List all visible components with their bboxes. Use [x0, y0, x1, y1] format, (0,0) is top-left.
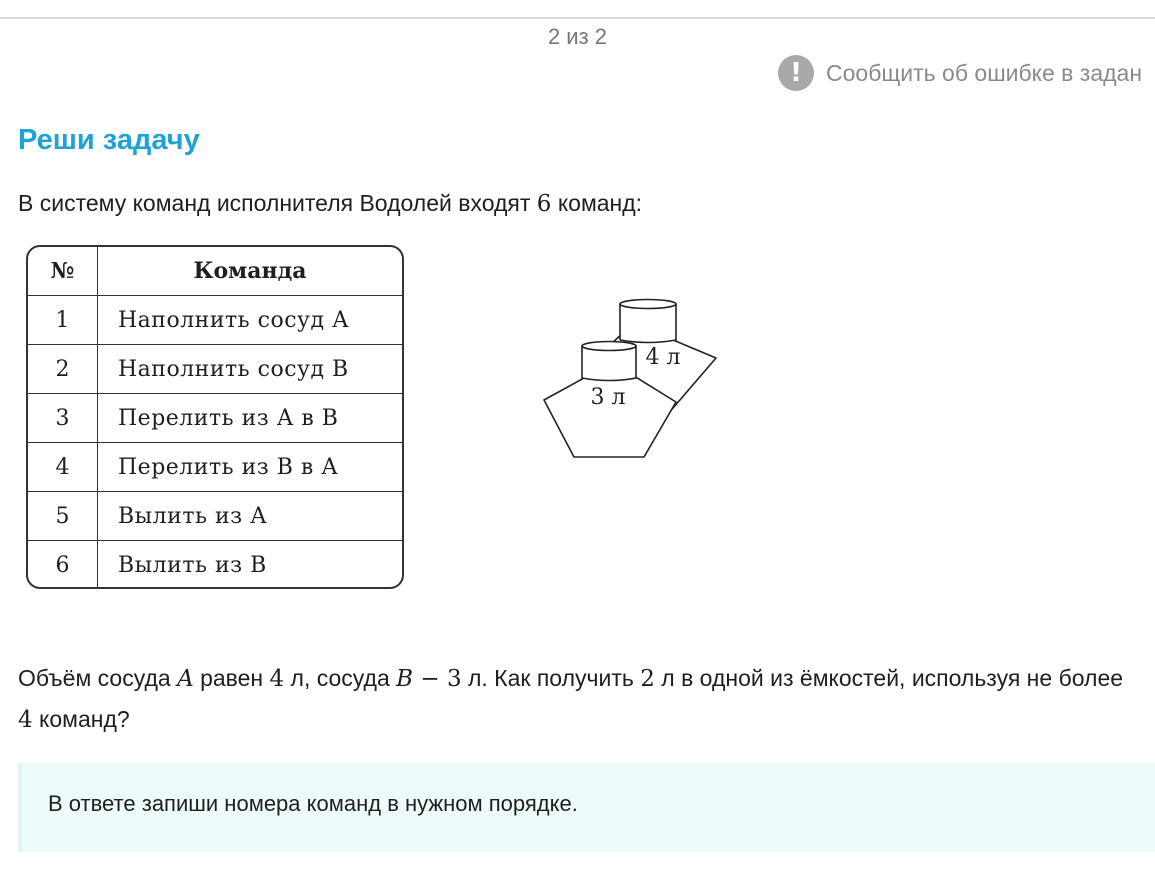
vol-b: 3: [446, 666, 462, 692]
var-a: A: [177, 666, 194, 692]
task-title: Реши задачу: [18, 124, 200, 156]
task-progress: 2 из 2: [547, 24, 608, 49]
q-part: л. Как получить: [461, 665, 641, 691]
q-part: л в одной из ёмкостей, используя не более: [654, 665, 1124, 691]
table-row: [28, 443, 402, 492]
small-vessel-rim: [582, 342, 636, 351]
target-volume: 2: [640, 666, 655, 692]
row-command: Вылить из А: [98, 492, 403, 541]
intro-after: команд:: [551, 190, 643, 216]
big-vessel-lid: [620, 304, 676, 343]
table-row: [28, 296, 402, 345]
table-header-row: [28, 247, 402, 296]
row-command: Наполнить сосуд А: [98, 296, 403, 345]
table-row: [28, 541, 402, 590]
table-row: [28, 345, 402, 394]
table-row: [28, 492, 402, 541]
big-vessel-label: 4 л: [645, 345, 681, 370]
vol-a: 4: [269, 666, 285, 692]
big-vessel-rim: [620, 300, 676, 309]
row-number: 1: [28, 296, 98, 345]
command-table: [26, 245, 404, 589]
dash: −: [413, 666, 447, 692]
q-part: равен: [193, 665, 270, 691]
table-row: [28, 394, 402, 443]
row-command: Вылить из В: [98, 541, 403, 590]
answer-hint-box: [18, 763, 1155, 852]
row-number: 2: [28, 345, 98, 394]
task-question: [18, 658, 1138, 740]
row-number: 5: [28, 492, 98, 541]
row-number: 3: [28, 394, 98, 443]
task-intro: [18, 190, 642, 217]
header-command: Команда: [98, 247, 403, 296]
vessels-illustration: [536, 292, 726, 464]
q-part: Объём сосуда: [18, 665, 178, 691]
command-limit: 4: [18, 707, 33, 733]
q-part: л, сосуда: [284, 665, 397, 691]
intro-count: 6: [536, 191, 552, 217]
row-number: 6: [28, 541, 98, 590]
row-command: Наполнить сосуд В: [98, 345, 403, 394]
answer-hint: В ответе запиши номера команд в нужном порядке.: [48, 791, 578, 816]
top-divider: [0, 17, 1155, 19]
q-part: команд?: [32, 706, 130, 732]
exclamation-icon: !: [778, 55, 814, 91]
report-error-link[interactable]: [778, 55, 1142, 91]
intro-before: В систему команд исполнителя Водолей входят: [18, 190, 537, 216]
header-number: №: [28, 247, 98, 296]
var-b: B: [396, 666, 414, 692]
small-vessel-label: 3 л: [590, 385, 626, 410]
row-command: Перелить из В в А: [98, 443, 403, 492]
report-error-label: Сообщить об ошибке в задан: [826, 59, 1143, 86]
row-command: Перелить из А в В: [98, 394, 403, 443]
row-number: 4: [28, 443, 98, 492]
